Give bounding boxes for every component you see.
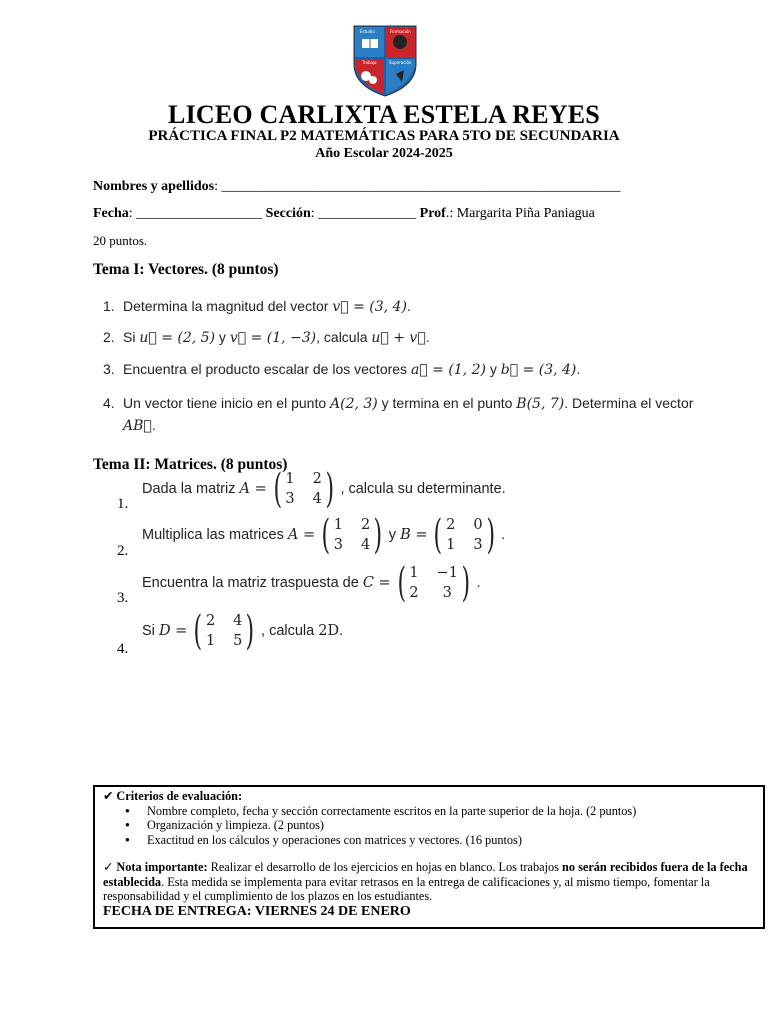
matrix-question-2: Multiplica las matrices A = ( 1 2 3 4 ) y B = ( 2 0 1 3 ) . (142, 512, 506, 558)
criteria-heading: ✔ Criterios de evaluación: (103, 789, 243, 803)
vector-question-3: 3. Encuentra el producto escalar de los vectores a⃗ = (1, 2) y b⃗ = (3, 4). (103, 361, 581, 378)
matrix-b: ( 2 0 1 3 ) (433, 512, 495, 558)
school-name: LICEO CARLIXTA ESTELA REYES (168, 100, 600, 129)
school-crest-logo (352, 24, 418, 98)
svg-text:Trabajo: Trabajo (362, 60, 377, 65)
evaluation-criteria-box (93, 785, 765, 929)
matrix-a-2: ( 1 2 3 4 ) (321, 512, 383, 558)
matrix-question-4: Si D = ( 2 4 1 5 ) , calcula 2D . (142, 608, 344, 654)
matrix-question-2-number: 2. (117, 543, 129, 559)
matrix-question-4-number: 4. (117, 641, 129, 657)
vector-question-2: 2. Si u⃗ = (2, 5) y v⃗ = (1, −3), calcula u⃗ + v⃗. (103, 329, 430, 346)
svg-text:Estudio: Estudio (360, 29, 375, 34)
matrix-question-3: Encuentra la matriz traspuesta de C = ( 1 −1 2 3 ) . (142, 560, 481, 606)
name-line (93, 179, 620, 195)
vector-question-1: 1. Determina la magnitud del vector v⃗ = (3, 4). (103, 298, 411, 315)
matrix-question-1: Dada la matriz A = ( 1 2 3 4 ) , calcula su determinante. (142, 466, 506, 512)
list-item: ● Nombre completo, fecha y sección correctamente escritos en la parte superior de la hoja. (2 puntos) (147, 804, 755, 819)
important-note: ✓ Nota importante: Realizar el desarrollo de los ejercicios en hojas en blanco. Los trabajos no serán recibidos fuera de la fecha establecida. Esta medida se implementa para evitar retrasos en la entrega de calificaciones y, al mismo tiempo, fomentar la responsabilidad y el cumplimiento de los plazos en los estudiantes. (103, 860, 748, 903)
date-section-line (93, 206, 595, 222)
prof-label: Prof (419, 206, 446, 221)
due-date: FECHA DE ENTREGA: VIERNES 24 DE ENERO (103, 903, 411, 919)
vector-question-4: 4. Un vector tiene inicio en el punto A(2, 3) y termina en el punto B(5, 7). Determina el vector AB⃗. (103, 395, 694, 434)
name-label: Nombres y apellidos (93, 179, 215, 194)
matrix-a: ( 1 2 3 4 ) (273, 466, 334, 512)
svg-text:Formación: Formación (390, 29, 411, 34)
check-icon: ✔ (103, 789, 114, 803)
theme1-title: Tema I: Vectores. (8 puntos) (93, 261, 279, 278)
exam-title: PRÁCTICA FINAL P2 MATEMÁTICAS PARA 5TO DE SECUNDARIA (148, 128, 620, 144)
matrix-question-3-number: 3. (117, 590, 129, 606)
criteria-list (103, 804, 755, 848)
section-blank: : ______________ (310, 206, 420, 221)
prof-value: .: Margarita Piña Paniagua (445, 206, 595, 221)
matrix-d: ( 2 4 1 5 ) (193, 608, 255, 654)
list-item: ● Organización y limpieza. (2 puntos) (147, 818, 755, 833)
date-label: Fecha (93, 206, 129, 221)
matrix-question-1-number: 1. (117, 496, 129, 512)
total-points: 20 puntos. (93, 233, 148, 248)
section-label: Sección (265, 206, 311, 221)
checkmark-icon: ✓ (103, 860, 114, 874)
school-year: Año Escolar 2024-2025 (315, 146, 453, 161)
name-blank: : _________________________________________________________ (214, 179, 621, 194)
matrix-c: ( 1 −1 2 3 ) (397, 560, 471, 606)
list-item: ● Exactitud en los cálculos y operaciones con matrices y vectores. (16 puntos) (147, 833, 755, 848)
theme2-title: Tema II: Matrices. (8 puntos) (93, 456, 288, 473)
svg-text:Superación: Superación (389, 60, 412, 65)
date-blank: : __________________ (128, 206, 266, 221)
